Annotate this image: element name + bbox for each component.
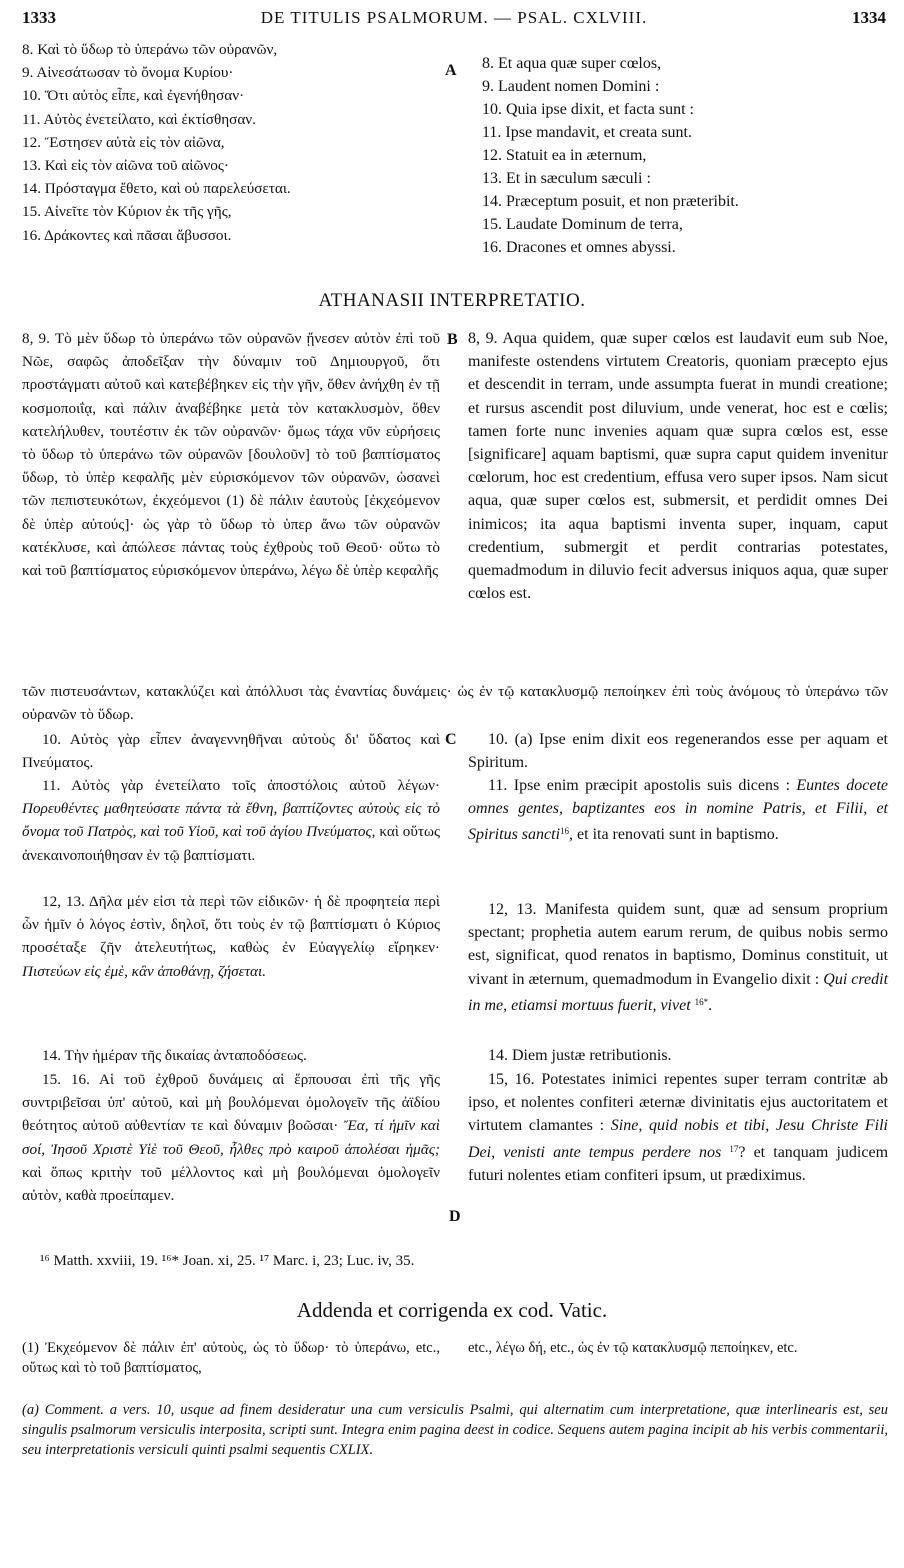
verse-line: 13. Καὶ εἰς τὸν αἰῶνα τοῦ αἰῶνος· — [22, 157, 229, 175]
greek-paragraph — [22, 1068, 440, 1207]
verse-line: 16. Δράκοντες καὶ πᾶσαι ἄβυσσοι. — [22, 226, 232, 244]
greek-quote: Πορευθέντες μαθητεύσατε πάντα τὰ ἔθνη, βαπτίζοντες αὐτοὺς εἰς τὸ ὄνομα τοῦ Πατρὸς, καὶ τοῦ Υἱοῦ, καὶ τοῦ ἁγίου Πνεύματος, — [22, 800, 440, 841]
verse-line: 12. Ἔστησεν αὐτὰ εἰς τὸν αἰῶνα, — [22, 133, 225, 151]
verse-line: 11. Αὐτὸς ἐνετείλατο, καὶ ἐκτίσθησαν. — [22, 110, 256, 128]
greek-paragraph: 14. Τὴν ἡμέραν τῆς δικαίας ἀνταποδόσεως. — [42, 1047, 307, 1064]
page-number-right: 1334 — [852, 8, 886, 27]
greek-text: 12, 13. Δῆλα μέν εἰσι τὰ περὶ τῶν εἰδικῶν· ἡ δὲ προφητεία περὶ ὧν ἡμῖν ὁ λόγος ἐστὶν, δηλοῖ, ὅτι τοὺς ἐν τῷ βαπτίσματι ὁ Κύριος προσέταξε ζῆν ἀτελευτήτως, καθὼς ἐν Εὐαγγελίῳ εἴρηκεν· — [22, 893, 440, 957]
section-heading: ATHANASII INTERPRETATIO. — [318, 290, 586, 311]
interp-latin-15-16 — [468, 1068, 888, 1187]
margin-marker-b: B — [447, 331, 458, 348]
verse-line: 9. Laudent nomen Domini : — [482, 78, 660, 95]
addenda-heading: Addenda et corrigenda ex cod. Vatic. — [296, 1298, 608, 1322]
margin-marker-c: C — [445, 731, 457, 748]
latin-quote: Qui credit in me, etiamsi mortuus fuerit, vivet — [468, 970, 889, 1014]
verse-line: 15. Αἰνεῖτε τὸν Κύριον ἐκ τῆς γῆς, — [22, 203, 232, 221]
addenda-left — [22, 1338, 440, 1378]
running-head — [22, 4, 886, 34]
footnote-a — [22, 1400, 888, 1460]
interp-latin-11 — [468, 774, 888, 847]
latin-text: 11. Ipse enim præcipit apostolis suis dicens : — [488, 777, 791, 794]
greek-paragraph-tail: τῶν πιστευσάντων, κατακλύζει καὶ ἀπόλλυσι τὰς ἐναντίας δυνάμεις· ὡς ἐν τῷ κατακλυσμῷ πεποίηκεν ἐπὶ τοὺς ἀνόμους τὸ ὑπεράνω τῶν οὐρανῶν τὸ ὕδωρ. — [22, 683, 888, 724]
psalm-verses-latin — [482, 52, 882, 259]
latin-quote: Euntes docete omnes gentes, baptizantes eos in nomine Patris, et Filii, et Spiritus sancti — [468, 777, 888, 844]
latin-text: , et ita renovati sunt in baptismo. — [569, 826, 779, 844]
scripture-references — [40, 1250, 904, 1272]
margin-marker-a: A — [445, 62, 457, 79]
latin-paragraph: 10. (a) Ipse enim dixit eos regenerandos esse per aquam et Spiritum. — [468, 731, 888, 772]
verse-line: 12. Statuit ea in æternum, — [482, 147, 647, 164]
footnote-ref: 16* — [694, 996, 709, 1007]
greek-paragraph: 8, 9. Τὸ μὲν ὕδωρ τὸ ὑπεράνω τῶν οὐρανῶν ᾔνεσεν αὐτὸν ἐπὶ τοῦ Νῶε, σαφῶς ἀποδεῖξαν τὴν δύναμιν τοῦ Δημιουργοῦ, ὅτι προστάγματι αὐτοῦ καὶ κατεβέβηκεν εἰς τὴν γῆν, ὅθεν ἀνήχθη ἐν τῇ κοσμοποιΐᾳ, καὶ πάλιν ἀναβέβηκε μετὰ τὸν κατακλυσμὸν, ὅθεν κατελήλυθεν, τουτέστιν ἐκ τῶν οὐρανῶν· ὅμως τάχα νῦν εὑρήσεις τὸ ὕδωρ τὸ ὑπεράνω τῶν οὐρανῶν [δουλοῦν] τὸ τοῦ βαπτίσματος ὕδωρ, τὸ ὑπὲρ κεφαλῆς μὲν εὑρισκόμενον τῶν οὐρανῶν, ὡσανεὶ τῶν πεπιστευκότων, ἐκχεόμενοι (1) δὲ πάλιν ἑαυτοὺς [ἐκχεόμενον δὲ ὑπὲρ αὐτούς]· ὡς γὰρ τὸ ὕδωρ τὸ ὑπερ ἄνω τῶν οὐρανῶν κατέκλυσε, καὶ ἀπώλεσε πάντας τοὺς ἐχθροὺς τοῦ Θεοῦ· οὕτω τὸ καὶ τοῦ βαπτίσματος εὑρισκόμενον ὑπεράνω, λέγω δὲ ὑπὲρ κεφαλῆς — [22, 330, 440, 580]
greek-paragraph — [22, 774, 440, 867]
interp-greek-12-13 — [22, 890, 440, 983]
running-title: DE TITULIS PSALMORUM. — PSAL. CXLVIII. — [260, 8, 648, 27]
greek-quote: Πιστεύων εἰς ἐμὲ, κἂν ἀποθάνῃ, ζήσεται. — [22, 962, 267, 980]
verse-line: 9. Αἰνεσάτωσαν τὸ ὄνομα Κυρίου· — [22, 64, 234, 82]
latin-paragraph — [468, 1068, 888, 1187]
greek-paragraph: 10. Αὐτὸς γὰρ εἶπεν ἀναγεννηθῆναι αὐτοὺς δι' ὕδατος καὶ Πνεύματος. — [22, 731, 440, 772]
verse-line: 10. Ὅτι αὐτὸς εἶπε, καὶ ἐγενήθησαν· — [22, 87, 245, 105]
footnote-ref: 16 — [560, 826, 570, 837]
latin-text: ? et tanquam judicem futuri nolentes etiam confiteri ipsum, ut prædiximus. — [468, 1143, 889, 1184]
latin-text: 15, 16. Potestates inimici repentes super terram contritæ ab ipso, et nolentes confiteri æternæ divinitatis ejus auctoritatem et virtutem clamantes : — [468, 1071, 888, 1135]
latin-paragraph: 14. Diem justæ retributionis. — [488, 1047, 672, 1064]
addenda-text: etc., λέγω δή, etc., ὡς ἐν τῷ κατακλυσμῷ πεποίηκεν, etc. — [468, 1340, 798, 1356]
verse-line: 13. Et in sæculum sæculi : — [482, 170, 651, 187]
interp-latin-12-13 — [468, 898, 888, 1017]
interp-greek-10 — [22, 728, 440, 774]
footnote-text: (a) Comment. a vers. 10, usque ad finem desideratur una cum versiculis Psalmi, qui alternatim cum interpretatione, quæ interlinearis est, seu singulis psalmorum versiculis interposita, scripti sunt. Integra enim pagina deest in codice. Sequens autem pagina incipit ab his verbis commentarii, seu interpretationis versiculi quinti psalmi sequentis CXLIX. — [22, 1402, 888, 1458]
addenda-text: (1) Ἐκχεόμενον δὲ πάλιν ἐπ' αὐτοὺς, ὡς τὸ ὕδωρ· τὸ ὑπεράνω, etc., οὕτως καὶ τὸ τοῦ βαπτίσματος, — [22, 1340, 440, 1376]
verse-line: 16. Dracones et omnes abyssi. — [482, 239, 676, 256]
psalm-verses-greek — [22, 38, 440, 247]
latin-quote: Sine, quid nobis et tibi, Jesu Christe Fili Dei, venisti ante tempus perdere nos — [468, 1117, 889, 1161]
greek-text: 15. 16. Αἱ τοῦ ἐχθροῦ δυνάμεις αἱ ἕρπουσαι ἐπὶ τῆς γῆς συντριβεῖσαι ὑπ' αὐτοῦ, καὶ μὴ βουλόμεναι ὁμολογεῖν τῆς ἀϊδίου θεότητος αὐτοῦ αὐθεντίαν τε καὶ δύναμιν βοῶσαι· — [22, 1071, 440, 1135]
margin-marker-d: D — [449, 1208, 461, 1225]
latin-paragraph: 12, 13. Manifesta quidem sunt, quæ ad sensum proprium spectant; prophetia autem earum rerum, de quibus nobis sermo est, significat, quod renatos in baptismo, Dominus constituit, ut vivant in æternum, quemadmodum in Evangelio dixit : Qui credit in me, etiamsi mortuus fuerit, vivet $^{16*}$. — [468, 901, 889, 1014]
page-number-left: 1333 — [22, 8, 56, 27]
addenda-right — [468, 1338, 888, 1358]
verse-line: 15. Laudate Dominum de terra, — [482, 216, 683, 233]
verse-line: 8. Καὶ τὸ ὕδωρ τὸ ὑπεράνω τῶν οὐρανῶν, — [22, 41, 278, 58]
interp-greek-15-16 — [22, 1068, 440, 1207]
interp-greek-14 — [22, 1044, 440, 1067]
greek-quote: Ἔα, τί ἡμῖν καὶ σοί, Ἰησοῦ Χριστὲ Υἱὲ τοῦ Θεοῦ, ἦλθες πρὸ καιροῦ ἀπολέσαι ἡμᾶς; — [22, 1117, 440, 1158]
verse-line: 14. Πρόσταγμα ἔθετο, καὶ οὐ παρελεύσεται. — [22, 180, 291, 198]
interp-latin-10 — [468, 728, 888, 774]
latin-paragraph: 8, 9. Aqua quidem, quæ super cœlos est laudavit eum sub Noe, manifeste ostendens virtutem Creatoris, quoniam præcepto ejus et descendit in terram, unde assumpta fuerat in mundi creatione; et rursus ascendit post diluvium, unde venerat, hoc est e cœlis; tamen forte nunc invenies aquam quæ supra cœlos est, esse [significare] aquam baptismi, quæ supra caput quidem invenitur cœlorum, hoc est credentium, effusa vero super ipsos. Nam sicut aqua, quæ super cœlos est, submersit, et perdidit omnes Dei inimicos; ita aqua baptismi inventa super, inquam, caput credentium, submergit et perdit contrarias potestates, quemadmodum in diluvio fecit adversus iniquos aqua, quæ super cœlos est. — [468, 330, 888, 603]
verse-line: 10. Quia ipse dixit, et facta sunt : — [482, 101, 694, 118]
latin-text: 12, 13. Manifesta quidem sunt, quæ ad sensum proprium spectant; prophetia autem earum rerum, de quibus nobis sermo est, significat, quod renatos in baptismo, Dominus constituit, ut vivant in æternum, quemadmodum in Evangelio dixit : — [468, 901, 888, 988]
greek-text: 11. Αὐτὸς γὰρ ἐνετείλατο τοῖς ἀποστόλοις αὐτοῦ λέγων· — [42, 777, 440, 794]
interp-greek-8-9 — [22, 327, 440, 582]
greek-text: καὶ ὅπως κριτὴν τοῦ μέλλοντος καὶ μὴ βουλόμεναι ὁμολογεῖν αὐτὸν, καθὰ προείπαμεν. — [22, 1163, 440, 1205]
verse-line: 11. Ipse mandavit, et creata sunt. — [482, 124, 692, 141]
interp-greek-8-9-tail — [22, 680, 888, 726]
interp-latin-8-9 — [468, 327, 888, 605]
verse-line: 14. Præceptum posuit, et non præteribit. — [482, 193, 739, 210]
footnote-ref: 17 — [729, 1143, 739, 1154]
verse-line: 8. Et aqua quæ super cœlos, — [482, 55, 662, 72]
references-line: ¹⁶ Matth. xxviii, 19. ¹⁶* Joan. xi, 25. ¹⁷ Marc. i, 23; Luc. iv, 35. — [40, 1253, 415, 1269]
interp-greek-11 — [22, 774, 440, 867]
greek-paragraph — [22, 890, 440, 983]
interp-latin-14 — [468, 1044, 888, 1067]
latin-paragraph — [468, 774, 888, 847]
greek-text: καὶ οὕτως ἀνεκαινοποιήθησαν ἐν τῷ βαπτίσματι. — [22, 823, 441, 864]
